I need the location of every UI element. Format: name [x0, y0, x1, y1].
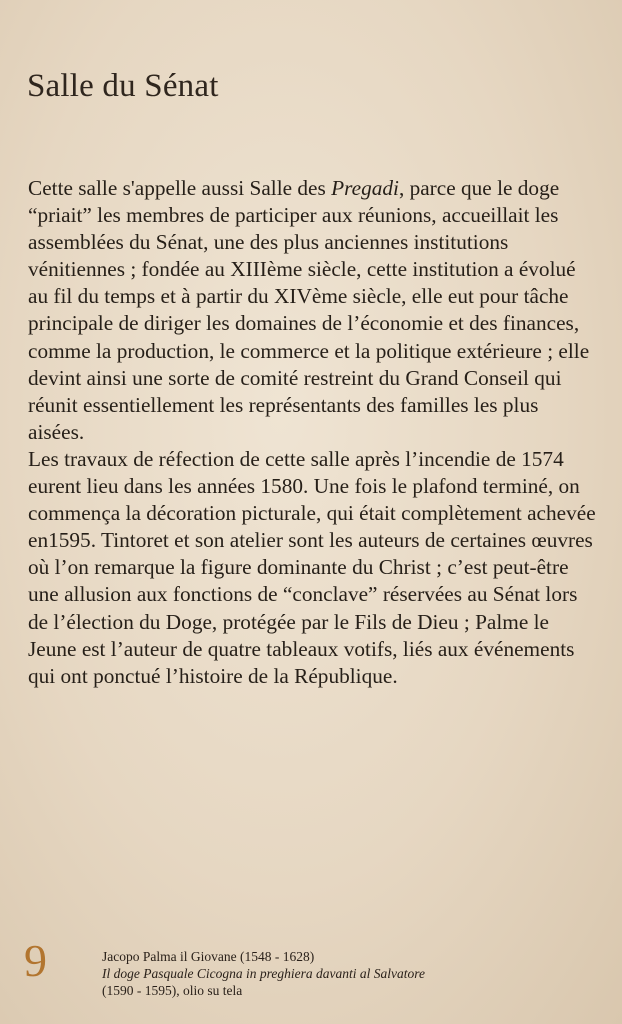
caption-number: 9	[24, 935, 47, 986]
paragraph-1-italic-term: Pregadi	[331, 176, 399, 200]
paragraph-2: Les travaux de réfection de cette salle après l’incendie de 1574 eurent lieu dans les années 1580. Une fois le plafond terminé, on commença la décoration picturale, qui était complètement achevée en1595. Tintoret et son atelier sont les auteurs de certaines œuvres où l’on remarque la figure dominante du Christ ; c’est peut-être une allusion aux fonctions de “conclave” réservées au Sénat lors de l’élection du Doge, protégée par le Fils de Dieu ; Palme le Jeune est l’auteur de quatre tableaux votifs, liés aux événements qui ont ponctué l’histoire de la République.	[28, 446, 596, 688]
paragraph-1-rest: , parce que le doge “priait” les membres de participer aux réunions, accueillait les assemblées du Sénat, une des plus anciennes institutions vénitiennes ; fondée au XIIIème siècle, cette institution a évolué au fil du temps et à partir du XIVème siècle, elle eut pour tâche principale de diriger les domaines de l’économie et des finances, comme la production, le commerce et la politique extérieure ; elle devint ainsi une sorte de comité restreint du Grand Conseil qui réunit essentiellement les représentants des familles les plus aisées.	[28, 176, 590, 444]
caption-work-title: Il doge Pasquale Cicogna in preghiera davanti al Salvatore	[102, 966, 425, 981]
body-text	[28, 175, 598, 690]
artwork-caption	[102, 948, 602, 999]
caption-details: (1590 - 1595), olio su tela	[102, 983, 243, 998]
page-title: Salle du Sénat	[27, 68, 219, 104]
paragraph-1	[28, 175, 598, 446]
caption-artist: Jacopo Palma il Giovane (1548 - 1628)	[102, 949, 315, 964]
paragraph-1-start: Cette salle s'appelle aussi Salle des	[28, 176, 332, 200]
